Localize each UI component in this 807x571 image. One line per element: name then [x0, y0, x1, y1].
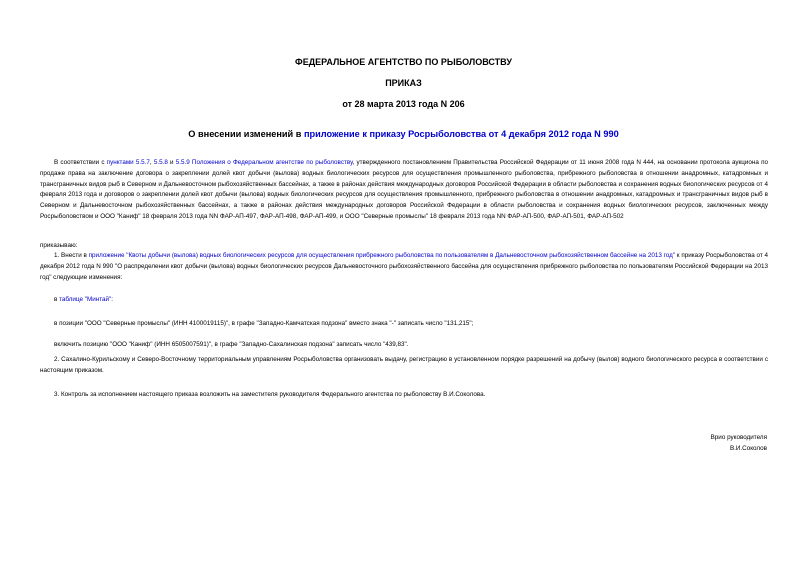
appendix-link[interactable]: приложение "Квоты добычи (вылова) водных биологических ресурсов для осуществления прибрежного рыболовства по пользователям в Дальневосточном рыбохозяйственном бассейне на 2013 год": [88, 252, 676, 259]
document-title: [0, 129, 807, 140]
preamble-text: В соответствии с: [54, 159, 107, 166]
item-2: 2. Сахалино-Курильскому и Северо-Восточному территориальным управлениям Росрыболовства организовать выдачу, регистрацию в установленном порядке разрешений на добычу (вылов) водного биологического ресурса в соответствии с настоящим приказом.: [40, 356, 768, 374]
change-2: включить позицию "ООО "Каниф" (ИНН 6505007591)", в графе "Западно-Сахалинская подзона" записать число "439,83".: [54, 341, 409, 348]
table-minatai-link[interactable]: таблице "Минтай": [59, 296, 112, 303]
item-1-text: 1. Внести в: [54, 252, 89, 259]
preamble-paragraph: [40, 158, 768, 223]
item-1-text: к приказу Росрыболовства от 4 декабря 2012 года N 990 "О распределении квот добычи (вылова) водных биологических ресурсов Дальневосточного рыбохозяйственного бассейна для осуществления прибрежного рыболовства по пользователям Российской Федерации на 2013 год" следующие изменения:: [40, 252, 769, 281]
order-word: приказываю:: [40, 242, 78, 249]
document-type: ПРИКАЗ: [385, 78, 422, 88]
table-reference-text: :: [111, 296, 114, 303]
change-1: в позиции "ООО "Северные промыслы" (ИНН 4100019115)", в графе "Западно-Камчатская подзона" вместо знака "-" записать число "131,215";: [54, 320, 474, 327]
table-reference: [54, 295, 113, 305]
preamble-link-5-5-7[interactable]: пунктами 5.5.7: [106, 159, 150, 166]
item-1: [40, 251, 768, 283]
document-date-number: от 28 марта 2013 года N 206: [342, 99, 465, 109]
signature-name: В.И.Соколов: [729, 445, 767, 452]
preamble-link-5-5-8[interactable]: 5.5.8: [153, 159, 168, 166]
preamble-text: , утвержденного постановлением Правительства Российской Федерации от 11 июня 2008 года N 444, на основании протокола аукциона по продаже права на заключение договора о закреплении долей квот добычи (вылова) водных биологических ресурсов для осуществления промышленного рыболовства, прибрежного рыболовства в отношении анадромных, катадромных и трансграничных видов рыб в Северном и Дальневосточном рыбохозяйственных бассейнах, а также в районах действия международных договоров Российской Федерации в области рыболовства и сохранения водных биологических ресурсов от 4 февраля 2013 года и договоров о закреплении долей квот добычи (вылова) водных биологических ресурсов для осуществления промышленного, прибрежного рыболовства в отношении анадромных, катадромных и трансграничных видов рыб в Северном и Дальневосточном рыбохозяйственных бассейнах, а также в районах действия международных договоров Российской Федерации в области рыболовства и сохранения водных биологических ресурсов, заключенных между Росрыболовством и ООО "Каниф" 18 февраля 2013 года NN ФАР-АП-497, ФАР-АП-498, ФАР-АП-499, и ООО "Северные промыслы" 18 февраля 2013 года NN ФАР-АП-500, ФАР-АП-501, ФАР-АП-502: [40, 159, 768, 220]
preamble-link-5-5-9[interactable]: 5.5.9 Положения о Федеральном агентстве по рыболовству: [175, 159, 353, 166]
agency-name: ФЕДЕРАЛЬНОЕ АГЕНТСТВО ПО РЫБОЛОВСТВУ: [295, 57, 512, 67]
preamble-text: ,: [149, 159, 154, 166]
title-prefix: О внесении изменений в: [188, 129, 304, 139]
item-3: 3. Контроль за исполнением настоящего приказа возложить на заместителя руководителя Федерального агентства по рыболовству В.И.Соколова.: [54, 391, 486, 398]
title-link[interactable]: приложение к приказу Росрыболовства от 4 декабря 2012 года N 990: [303, 129, 619, 139]
preamble-text: и: [167, 159, 176, 166]
table-reference-text: в: [54, 296, 60, 303]
signature-position: Врио руководителя: [710, 434, 767, 441]
